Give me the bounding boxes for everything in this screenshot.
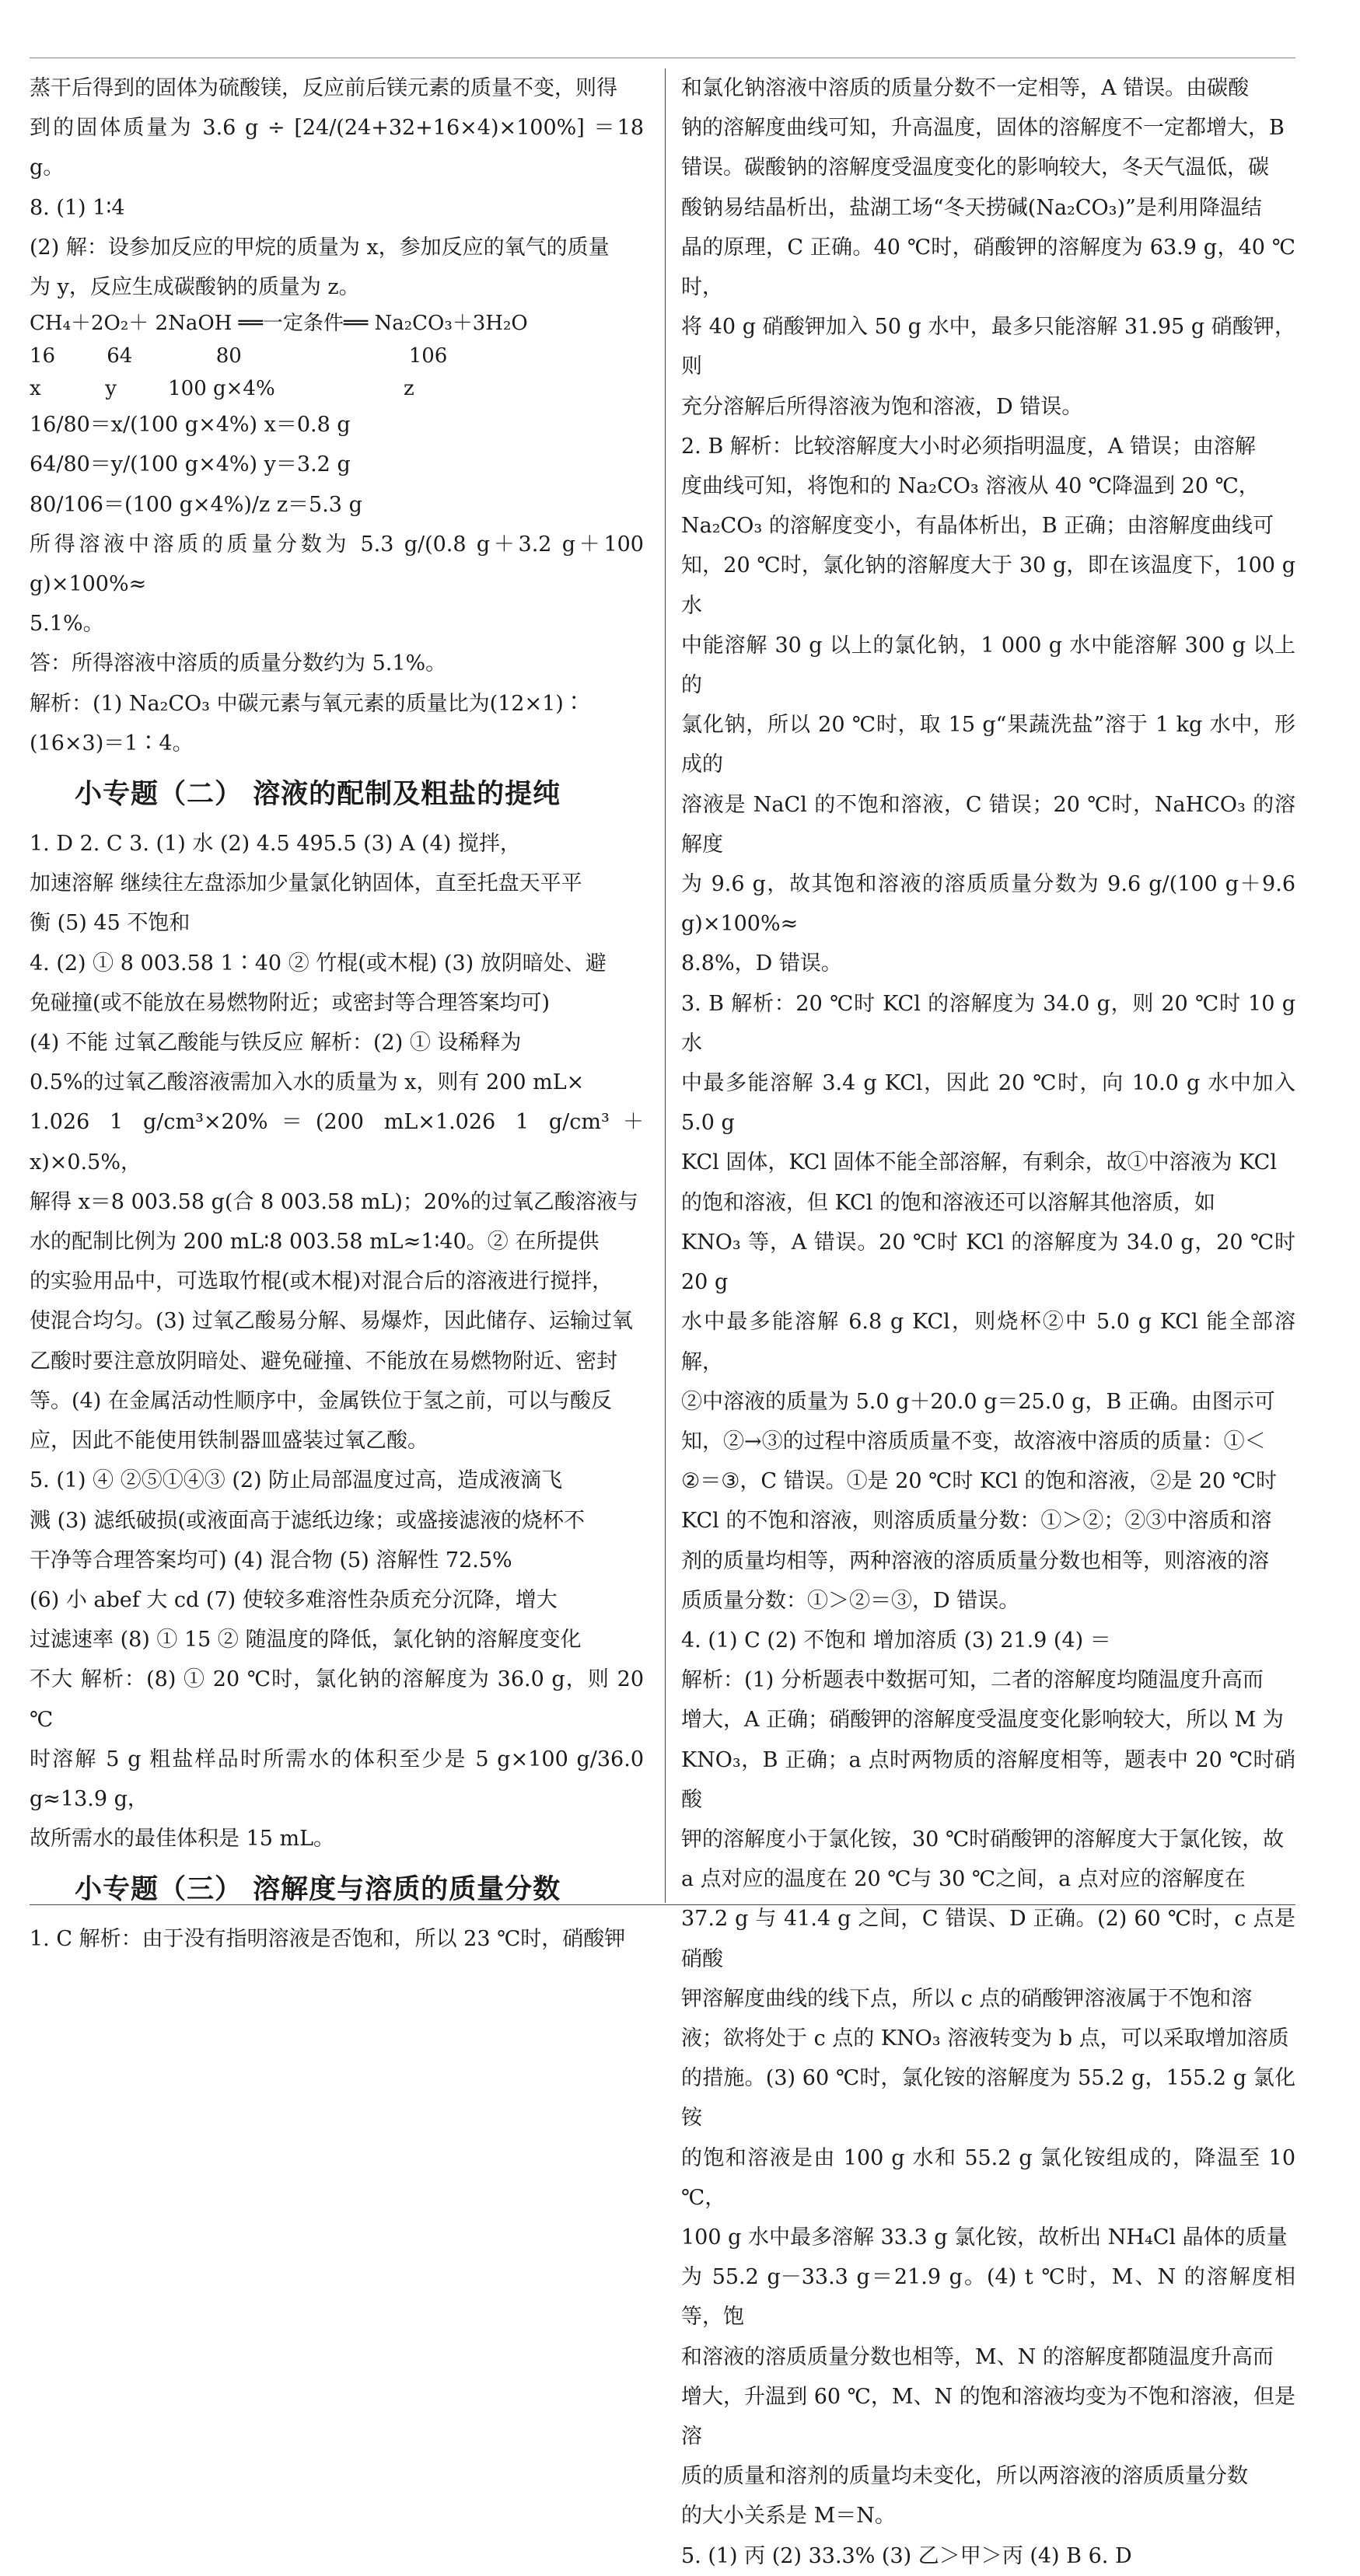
equation-line: CH₄＋2O₂＋ 2NaOH ══一定条件══ Na₂CO₃＋3H₂O <box>30 312 528 336</box>
text-line: 8. (1) 1∶4 <box>30 195 125 220</box>
text-line: 5.1%。 <box>30 612 104 637</box>
text-line: (4) 不能 过氧乙酸能与铁反应 解析：(2) ① 设稀释为 <box>30 1031 522 1056</box>
text-line: 错误。碳酸钠的溶解度受温度变化的影响较大，冬天气温低，碳 <box>681 155 1269 180</box>
text-line: 中最多能溶解 3.4 g KCl，因此 20 ℃时，向 10.0 g 水中加入 5.0 g <box>681 1071 1295 1136</box>
text-line: 质质量分数：①＞②＝③，D 错误。 <box>681 1588 1020 1613</box>
text-line: 蒸干后得到的固体为硫酸镁，反应前后镁元素的质量不变，则得 <box>30 76 617 100</box>
text-line: (2) 解：设参加反应的甲烷的质量为 x，参加反应的氧气的质量 <box>30 235 610 260</box>
text-line: 故所需水的最佳体积是 15 mL。 <box>30 1827 335 1852</box>
text-line: 解析：(1) 分析题表中数据可知，二者的溶解度均随温度升高而 <box>681 1668 1264 1693</box>
text-line: 为 y，反应生成碳酸钠的质量为 z。 <box>30 275 360 300</box>
text-line: Na₂CO₃ 的溶解度变小，有晶体析出，B 正确；由溶解度曲线可 <box>681 514 1274 539</box>
text-line: 64/80＝y/(100 g×4%) y＝3.2 g <box>30 452 351 477</box>
text-line: 加速溶解 继续往左盘添加少量氯化钠固体，直至托盘天平平 <box>30 871 582 896</box>
text-line: 100 g 水中最多溶解 33.3 g 氯化铵，故析出 NH₄Cl 晶体的质量 <box>681 2225 1288 2250</box>
section-heading: 小专题（三） 溶解度与溶质的质量分数 <box>75 1874 561 1906</box>
text-line: 液；欲将处于 c 点的 KNO₃ 溶液转变为 b 点，可以采取增加溶质 <box>681 2026 1289 2051</box>
text-line: 3. B 解析：20 ℃时 KCl 的溶解度为 34.0 g，则 20 ℃时 10 g 水 <box>681 991 1295 1056</box>
right-column <box>681 68 1295 2576</box>
section-heading: 小专题（二） 溶液的配制及粗盐的提纯 <box>75 779 561 811</box>
text-line: 80/106＝(100 g×4%)/z z＝5.3 g <box>30 492 362 517</box>
text-line: KCl 的不饱和溶液，则溶质质量分数：①＞②；②③中溶质和溶 <box>681 1509 1272 1534</box>
text-line: ②中溶液的质量为 5.0 g＋20.0 g＝25.0 g，B 正确。由图示可 <box>681 1389 1275 1414</box>
text-line: 为 55.2 g－33.3 g＝21.9 g。(4) t ℃时，M、N 的溶解度相等，饱 <box>681 2265 1295 2330</box>
text-line: 中能溶解 30 g 以上的氯化钠，1 000 g 水中能溶解 300 g 以上的 <box>681 633 1295 698</box>
text-line: 知，20 ℃时，氯化钠的溶解度大于 30 g，即在该温度下，100 g 水 <box>681 553 1295 618</box>
text-line: 晶的原理，C 正确。40 ℃时，硝酸钾的溶解度为 63.9 g，40 ℃时， <box>681 235 1295 300</box>
text-line: 等。(4) 在金属活动性顺序中，金属铁位于氢之前，可以与酸反 <box>30 1388 612 1413</box>
text-line: 和溶液的溶质质量分数也相等，M、N 的溶解度都随温度升高而 <box>681 2344 1274 2369</box>
text-line: 质的质量和溶剂的质量均未变化，所以两溶液的溶质质量分数 <box>681 2464 1248 2489</box>
equation-line: x y 100 g×4% z <box>30 377 414 401</box>
text-line: 衡 (5) 45 不饱和 <box>30 911 191 936</box>
left-column <box>30 68 644 1960</box>
text-line: 干净等合理答案均可) (4) 混合物 (5) 溶解性 72.5% <box>30 1548 512 1572</box>
text-line: 答：所得溶液中溶质的质量分数约为 5.1%。 <box>30 651 447 676</box>
text-line: a 点对应的温度在 20 ℃与 30 ℃之间，a 点对应的溶解度在 <box>681 1867 1246 1892</box>
text-line: 钠的溶解度曲线可知，升高温度，固体的溶解度不一定都增大，B <box>681 116 1285 141</box>
text-line: 增大，升温到 60 ℃，M、N 的饱和溶液均变为不饱和溶液，但是溶 <box>681 2384 1295 2449</box>
text-line: 知，②→③的过程中溶质质量不变，故溶液中溶质的质量：①＜ <box>681 1429 1266 1454</box>
text-line: 的大小关系是 M＝N。 <box>681 2504 896 2529</box>
text-line: 解析：(1) Na₂CO₃ 中碳元素与氧元素的质量比为(12×1)∶ <box>30 691 585 716</box>
text-line: 4. (2) ① 8 003.58 1∶40 ② 竹棍(或木棍) (3) 放阴暗处、避 <box>30 951 607 976</box>
column-divider <box>665 68 666 1903</box>
text-line: 水中最多能溶解 6.8 g KCl，则烧杯②中 5.0 g KCl 能全部溶解， <box>681 1310 1295 1374</box>
text-line: 1. C 解析：由于没有指明溶液是否饱和，所以 23 ℃时，硝酸钾 <box>30 1927 626 1952</box>
text-line: 的实验用品中，可选取竹棍(或木棍)对混合后的溶液进行搅拌， <box>30 1269 614 1294</box>
text-line: 溅 (3) 滤纸破损(或液面高于滤纸边缘；或盛接滤液的烧杯不 <box>30 1508 585 1533</box>
text-line: 和氯化钠溶液中溶质的质量分数不一定相等，A 错误。由碳酸 <box>681 76 1250 100</box>
text-line: 时溶解 5 g 粗盐样品时所需水的体积至少是 5 g×100 g/36.0 g≈13.9 g， <box>30 1747 644 1811</box>
text-line: 的饱和溶液，但 KCl 的饱和溶液还可以溶解其他溶质，如 <box>681 1190 1215 1215</box>
text-line: 4. (1) C (2) 不饱和 增加溶质 (3) 21.9 (4) ＝ <box>681 1628 1111 1653</box>
text-line: 钾的溶解度小于氯化铵，30 ℃时硝酸钾的溶解度大于氯化铵，故 <box>681 1827 1285 1852</box>
text-line: 乙酸时要注意放阴暗处、避免碰撞、不能放在易燃物附近、密封 <box>30 1349 617 1374</box>
text-line: 为 9.6 g，故其饱和溶液的溶质质量分数为 9.6 g/(100 g＋9.6 g)×100%≈ <box>681 872 1295 937</box>
text-line: ②＝③，C 错误。①是 20 ℃时 KCl 的饱和溶液，②是 20 ℃时 <box>681 1469 1278 1494</box>
text-line: 所得溶液中溶质的质量分数为 5.3 g/(0.8 g＋3.2 g＋100 g)×100%≈ <box>30 532 644 597</box>
text-line: KNO₃，B 正确；a 点时两物质的溶解度相等，题表中 20 ℃时硝酸 <box>681 1747 1295 1812</box>
text-line: 钾溶解度曲线的线下点，所以 c 点的硝酸钾溶液属于不饱和溶 <box>681 1986 1253 2011</box>
text-line: KCl 固体，KCl 固体不能全部溶解，有剩余，故①中溶液为 KCl <box>681 1150 1277 1175</box>
text-line: 16/80＝x/(100 g×4%) x＝0.8 g <box>30 413 351 438</box>
text-line: 剂的质量均相等，两种溶液的溶质质量分数也相等，则溶液的溶 <box>681 1548 1269 1573</box>
text-line: 增大，A 正确；硝酸钾的溶解度受温度变化影响较大，所以 M 为 <box>681 1708 1284 1733</box>
text-line: 过滤速率 (8) ① 15 ② 随温度的降低，氯化钠的溶解度变化 <box>30 1628 582 1653</box>
text-line: 氯化钠，所以 20 ℃时，取 15 g“果蔬洗盐”溶于 1 kg 水中，形成的 <box>681 713 1295 777</box>
text-line: 水的配制比例为 200 mL∶8 003.58 mL≈1∶40。② 在所提供 <box>30 1230 600 1255</box>
text-line: 0.5%的过氧乙酸溶液需加入水的质量为 x，则有 200 mL× <box>30 1070 585 1095</box>
text-line: 将 40 g 硝酸钾加入 50 g 水中，最多只能溶解 31.95 g 硝酸钾，则 <box>681 315 1295 379</box>
text-line: KNO₃ 等，A 错误。20 ℃时 KCl 的溶解度为 34.0 g，20 ℃时 20 g <box>681 1230 1295 1295</box>
equation-line: 16 64 80 106 <box>30 344 448 368</box>
text-line: (6) 小 abef 大 cd (7) 使较多难溶性杂质充分沉降，增大 <box>30 1587 558 1612</box>
text-line: 免碰撞(或不能放在易燃物附近；或密封等合理答案均可) <box>30 990 551 1015</box>
text-line: (16×3)＝1∶4。 <box>30 731 194 756</box>
text-line: 1. D 2. C 3. (1) 水 (2) 4.5 495.5 (3) A (4) 搅拌， <box>30 832 521 857</box>
text-line: 8.8%，D 错误。 <box>681 951 842 976</box>
text-line: 1.026 1 g/cm³×20%＝(200 mL×1.026 1 g/cm³＋x)×0.5%， <box>30 1110 644 1175</box>
text-line: 5. (1) ④ ②⑤①④③ (2) 防止局部温度过高，造成液滴飞 <box>30 1468 563 1493</box>
text-line: 5. (1) 丙 (2) 33.3% (3) 乙＞甲＞丙 (4) B 6. D <box>681 2543 1132 2568</box>
text-line: 充分溶解后所得溶液为饱和溶液，D 错误。 <box>681 394 1083 419</box>
text-line: 37.2 g 与 41.4 g 之间，C 错误、D 正确。(2) 60 ℃时，c 点是硝酸 <box>681 1907 1295 1971</box>
text-line: 度曲线可知，将饱和的 Na₂CO₃ 溶液从 40 ℃降温到 20 ℃， <box>681 474 1260 499</box>
text-line: 到的固体质量为 3.6 g ÷ [24/(24+32+16×4)×100%] ＝18 g。 <box>30 116 644 180</box>
text-line: 溶液是 NaCl 的不饱和溶液，C 错误；20 ℃时，NaHCO₃ 的溶解度 <box>681 792 1295 857</box>
text-line: 的饱和溶液是由 100 g 水和 55.2 g 氯化铵组成的，降温至 10 ℃， <box>681 2145 1295 2210</box>
text-line: 酸钠易结晶析出，盐湖工场“冬天捞碱(Na₂CO₃)”是利用降温结 <box>681 195 1262 220</box>
text-line: 使混合均匀。(3) 过氧乙酸易分解、易爆炸，因此储存、运输过氧 <box>30 1309 633 1334</box>
text-line: 解得 x＝8 003.58 g(合 8 003.58 mL)；20%的过氧乙酸溶液与 <box>30 1189 638 1214</box>
text-line: 应，因此不能使用铁制器皿盛装过氧乙酸。 <box>30 1429 428 1454</box>
text-line: 不大 解析：(8) ① 20 ℃时，氯化钠的溶解度为 36.0 g，则 20 ℃ <box>30 1667 644 1732</box>
text-line: 的措施。(3) 60 ℃时，氯化铵的溶解度为 55.2 g，155.2 g 氯化铵 <box>681 2066 1295 2131</box>
text-line: 2. B 解析：比较溶解度大小时必须指明温度，A 错误；由溶解 <box>681 434 1256 459</box>
